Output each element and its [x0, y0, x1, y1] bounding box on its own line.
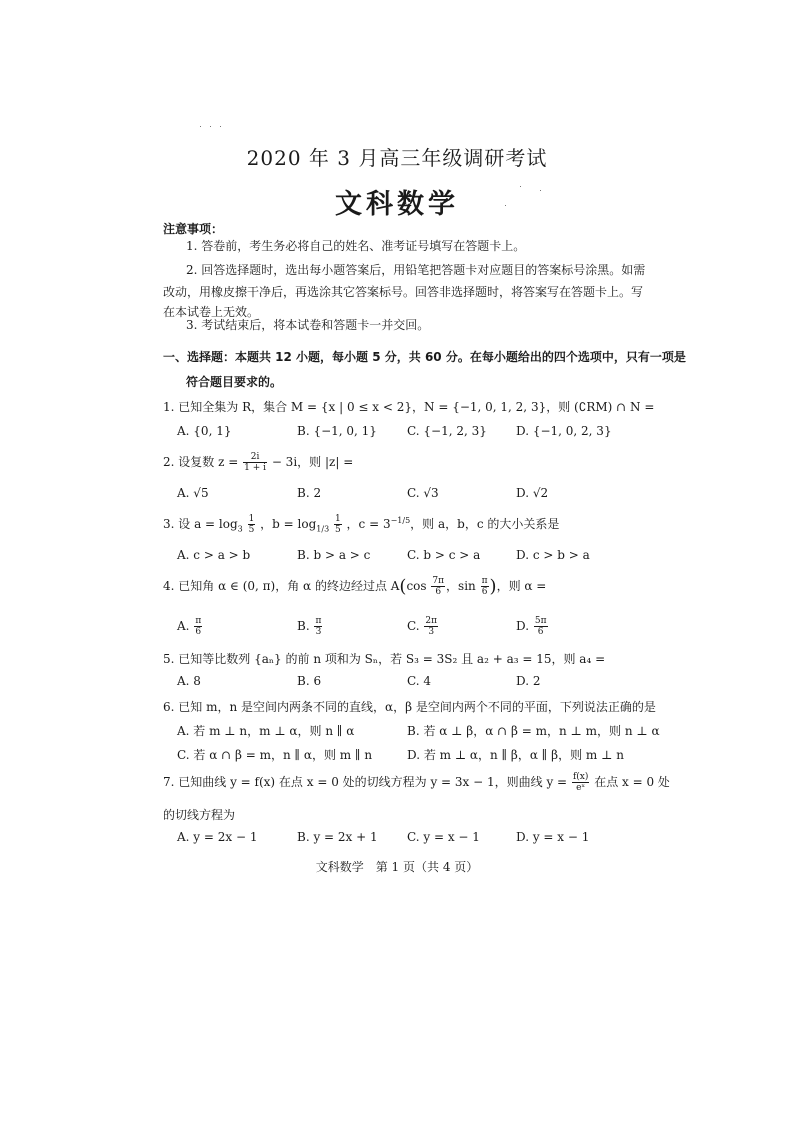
question-6-option-a: A. 若 m ⊥ n，m ⊥ α，则 n ∥ α: [177, 724, 355, 738]
question-7-text: 在点 x = 0 处: [594, 775, 670, 789]
question-3-fraction-b: [334, 514, 342, 535]
question-4-fraction-a: [431, 576, 445, 597]
question-1-option-d: D. {−1, 0, 2, 3}: [516, 424, 612, 438]
question-3-stem: [163, 514, 559, 535]
question-3-text: ，则 a，b，c 的大小关系是: [410, 517, 560, 531]
question-7-option-b: B. y = 2x + 1: [297, 830, 378, 844]
exam-title: 2020 年 3 月高三年级调研考试: [246, 146, 548, 170]
fraction-denominator: 6: [195, 627, 202, 637]
fraction-numerator: π: [481, 576, 488, 586]
question-1-stem: 1. 已知全集为 R，集合 M = {x | 0 ≤ x < 2}，N = {−1, 0, 1, 2, 3}，则 (∁RM) ∩ N =: [163, 400, 655, 414]
scan-speck: [220, 126, 221, 127]
option-label: A.: [177, 619, 190, 633]
question-2-option-b: B. 2: [297, 486, 322, 500]
fraction-denominator: eˣ: [576, 783, 586, 793]
question-5-option-a: A. 8: [177, 674, 201, 688]
paren-open: (: [399, 576, 407, 597]
question-6-option-c: C. 若 α ∩ β = m，n ∥ α，则 m ∥ n: [177, 748, 373, 762]
log-base: 3: [237, 524, 243, 534]
question-2-stem: [163, 452, 353, 473]
fraction-numerator: 2π: [425, 616, 438, 626]
question-4-option-a: [177, 616, 203, 637]
question-5-option-d: D. 2: [516, 674, 541, 688]
question-3-option-a: A. c > a > b: [177, 548, 251, 562]
question-4-text: 4. 已知角 α ∈ (0, π)，角 α 的终边经过点 A: [163, 579, 400, 593]
fraction-denominator: 5: [248, 525, 255, 535]
question-4-text: ，则 α =: [496, 579, 547, 593]
paren-close: ): [489, 576, 497, 597]
fraction-numerator: f(x): [572, 772, 589, 782]
question-3-text: ，b = log: [260, 517, 317, 531]
scan-speck: [200, 126, 201, 127]
question-1-option-c: C. {−1, 2, 3}: [407, 424, 487, 438]
option-fraction: [194, 616, 202, 637]
option-fraction: [314, 616, 322, 637]
question-6-option-b: B. 若 α ⊥ β，α ∩ β = m，n ⊥ m，则 n ⊥ α: [407, 724, 660, 738]
question-3-option-c: C. b > c > a: [407, 548, 481, 562]
subject-title: 文科数学: [335, 189, 459, 220]
log-base: 1/3: [316, 524, 330, 534]
question-3-text: 3. 设 a = log: [163, 517, 238, 531]
question-3-option-d: D. c > b > a: [516, 548, 590, 562]
question-1-option-a: A. {0, 1}: [177, 424, 232, 438]
question-7-stem: [163, 772, 670, 793]
sin-label: ，sin: [446, 579, 476, 593]
fraction-denominator: 5: [334, 525, 341, 535]
cos-label: cos: [406, 579, 427, 593]
question-7-stem-cont: 的切线方程为: [163, 808, 236, 822]
question-2-option-d: D. √2: [516, 486, 549, 500]
question-6-stem: 6. 已知 m，n 是空间内两条不同的直线，α，β 是空间内两个不同的平面，下列说法正确的是: [163, 700, 656, 714]
option-label: D.: [516, 619, 530, 633]
question-7-fraction: [572, 772, 589, 793]
option-label: B.: [297, 619, 310, 633]
question-3-text: ，c = 3: [346, 517, 391, 531]
fraction-numerator: 1: [248, 514, 255, 524]
question-2-option-a: A. √5: [177, 486, 209, 500]
question-7-option-d: D. y = x − 1: [516, 830, 590, 844]
question-5-stem: 5. 已知等比数列 {aₙ} 的前 n 项和为 Sₙ，若 S₃ = 3S₂ 且 a₂ + a₃ = 15，则 a₄ =: [163, 652, 606, 666]
scan-speck: [210, 126, 211, 127]
exponent: −1/5: [390, 516, 411, 525]
question-2-option-c: C. √3: [407, 486, 439, 500]
question-4-option-d: [516, 616, 549, 637]
section-1-instructions-cont: 符合题目要求的。: [186, 375, 283, 389]
notice-item-2-line-1: 2. 回答选择题时，选出每小题答案后，用铅笔把答题卡对应题目的答案标号涂黑。如需: [186, 263, 646, 277]
notice-item-2-line-3: 在本试卷上无效。: [163, 305, 260, 319]
notice-item-2-line-2: 改动，用橡皮擦干净后，再选涂其它答案标号。回答非选择题时，将答案写在答题卡上。写: [163, 285, 644, 299]
fraction-numerator: π: [315, 616, 322, 626]
question-2-prefix: 2. 设复数 z =: [163, 455, 239, 469]
notice-item-1: 1. 答卷前，考生务必将自己的姓名、准考证号填写在答题卡上。: [186, 239, 526, 253]
option-fraction: [424, 616, 438, 637]
question-2-suffix: − 3i，则 |z| =: [271, 455, 354, 469]
fraction-numerator: 5π: [534, 616, 547, 626]
question-4-option-c: [407, 616, 439, 637]
option-label: C.: [407, 619, 420, 633]
question-2-fraction: [243, 452, 267, 473]
question-4-fraction-b: [481, 576, 489, 597]
option-fraction: [534, 616, 548, 637]
fraction-denominator: 3: [428, 627, 435, 637]
fraction-denominator: 6: [537, 627, 544, 637]
fraction-numerator: 2i: [243, 452, 267, 463]
page-footer: 文科数学 第 1 页（共 4 页）: [315, 860, 479, 874]
question-4-option-b: [297, 616, 323, 637]
fraction-denominator: 6: [435, 587, 442, 597]
question-3-option-b: B. b > a > c: [297, 548, 371, 562]
fraction-numerator: 7π: [432, 576, 445, 586]
question-5-option-c: C. 4: [407, 674, 432, 688]
notice-heading: 注意事项：: [163, 222, 224, 236]
notice-item-3: 3. 考试结束后，将本试卷和答题卡一并交回。: [186, 318, 430, 332]
question-7-option-a: A. y = 2x − 1: [177, 830, 258, 844]
question-1-option-b: B. {−1, 0, 1}: [297, 424, 377, 438]
section-1-instructions: 一、选择题：本题共 12 小题，每小题 5 分，共 60 分。在每小题给出的四个选项中，只有一项是: [163, 350, 686, 364]
fraction-denominator: 3: [315, 627, 322, 637]
question-5-option-b: B. 6: [297, 674, 322, 688]
fraction-numerator: π: [195, 616, 202, 626]
fraction-denominator: 6: [481, 587, 488, 597]
question-6-option-d: D. 若 m ⊥ α，n ∥ β，α ∥ β，则 m ⊥ n: [407, 748, 624, 762]
question-7-text: 7. 已知曲线 y = f(x) 在点 x = 0 处的切线方程为 y = 3x − 1，则曲线 y =: [163, 775, 568, 789]
question-3-fraction-a: [248, 514, 256, 535]
question-7-option-c: C. y = x − 1: [407, 830, 480, 844]
question-4-stem: [163, 576, 546, 597]
fraction-numerator: 1: [334, 514, 341, 524]
fraction-denominator: 1 + i: [244, 463, 266, 473]
